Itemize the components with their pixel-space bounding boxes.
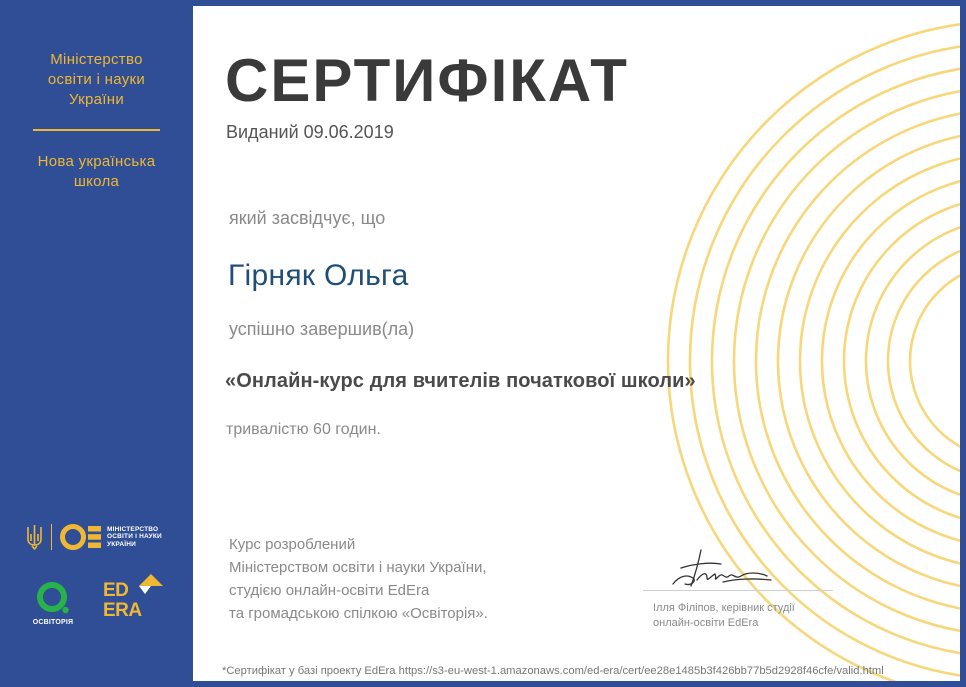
edera-line: ED [103,580,129,601]
program-line: Нова українська [37,153,156,170]
credits-line: студією онлайн-освіти EdEra [229,582,430,599]
mon-logo-line: ОСВІТИ І НАУКИ [107,533,162,541]
signer-caption [653,601,795,631]
edera-logo [100,570,170,625]
course-title: «Онлайн-курс для вчителів початкової школи» [225,370,696,392]
certificate-title: СЕРТИФІКАТ [225,47,629,114]
completed-text: успішно завершив(ла) [229,319,415,339]
credits-line: Міністерством освіти і науки України, [229,559,487,576]
credits-line: Курс розроблений [229,536,356,553]
signature-image [663,546,783,596]
edera-line: ERA [103,600,142,621]
certificate-paper [193,6,960,681]
mon-logo [26,522,162,552]
ministry-line: освіти і науки [47,71,146,88]
mon-logo-text [107,526,162,549]
ministry-line: Міністерство [50,51,143,68]
certifies-text: який засвідчує, що [229,208,386,228]
ministry-name [0,50,193,110]
mon-logo-line: УКРАЇНИ [107,540,137,548]
mon-logo-line: МІНІСТЕРСТВО [107,525,159,533]
program-line: школа [73,173,120,190]
recipient-name: Гірняк Ольга [228,259,409,292]
course-credits [229,533,488,625]
verification-footnote: *Сертифікат у базі проекту EdEra https://s3-eu-west-1.amazonaws.com/ed-era/cert/ee28e1485b3f426bb77b5d2928f46cfe/valid.html [222,665,884,677]
edera-flag-icon [136,570,166,600]
osvitoria-logo [28,580,78,626]
logo-separator [51,524,52,550]
program-name [0,152,193,192]
issue-date: Виданий 09.06.2019 [226,122,394,142]
signature-line [643,590,833,591]
sidebar [0,0,193,687]
sidebar-divider [33,129,160,131]
ukraine-trident-icon [26,524,43,550]
course-duration: тривалістю 60 годин. [226,421,381,438]
ministry-line: України [68,91,125,108]
osvitoria-ring-icon [35,580,71,616]
signer-line: онлайн-освіти EdEra [653,617,759,629]
osvitoria-label: ОСВІТОРІЯ [32,619,74,626]
signer-line: Ілля Філіпов, керівник студії [653,602,795,614]
mon-mark-icon [60,522,102,552]
credits-line: та громадською спілкою «Освіторія». [229,605,488,622]
